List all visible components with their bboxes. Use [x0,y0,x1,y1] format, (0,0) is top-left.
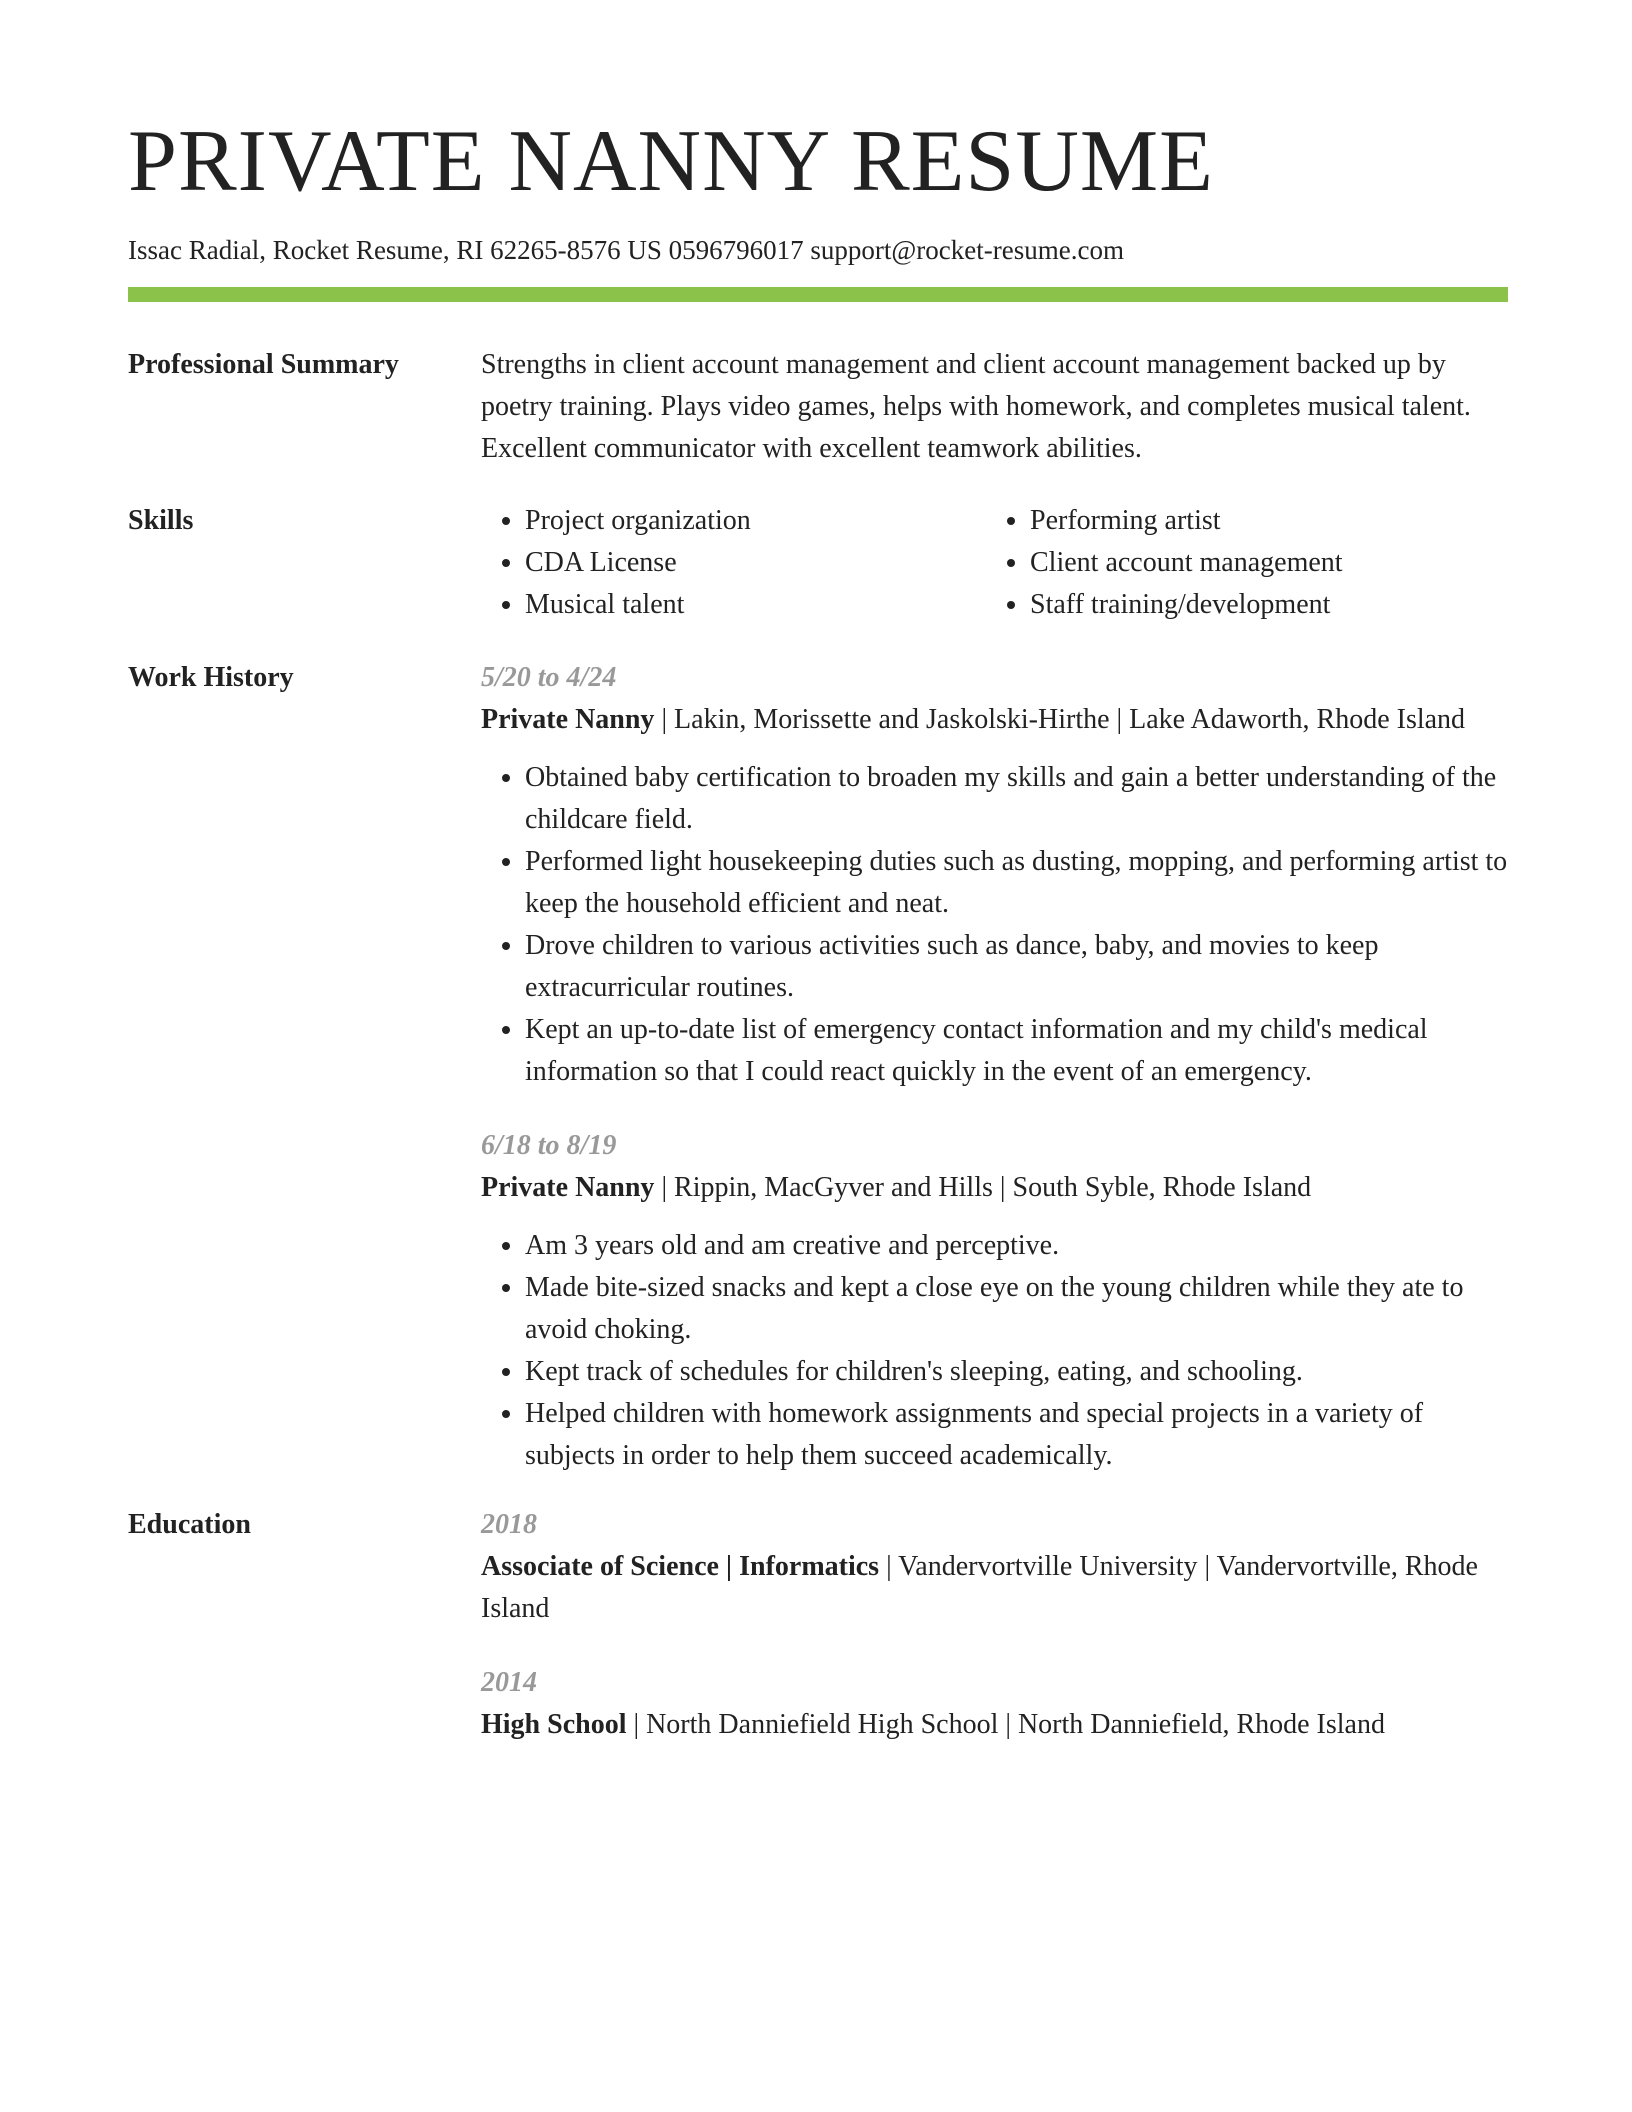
job-role-line [481,1167,1508,1209]
skill-item: • Staff training/development [1030,584,1491,626]
education-details: | Vandervortville University | Vandervortville, Rhode Island [481,1551,1478,1624]
job-duties-list [481,757,1508,1093]
job-duty: • Made bite-sized snacks and kept a close eye on the young children while they ate to avoid choking. [525,1267,1508,1351]
job-dates: 6/18 to 8/19 [481,1130,617,1161]
skills-column-right [986,500,1491,626]
job-duty: • Obtained baby certification to broaden my skills and gain a better understanding of the childcare field. [525,757,1508,841]
job-title: Private Nanny [481,1172,655,1203]
skills-column-left [481,500,986,626]
education-entry [481,1504,1508,1630]
skill-item: • Project organization [525,500,986,542]
section-label-work-history: Work History [128,662,294,693]
job-duty: • Am 3 years old and am creative and perceptive. [525,1225,1508,1267]
education-line [481,1546,1508,1630]
education-details: | North Danniefield High School | North Danniefield, Rhode Island [626,1709,1385,1740]
resume-title: PRIVATE NANNY RESUME [128,113,1214,210]
summary-content [481,344,1508,470]
skills-grid [481,500,1508,626]
job-title: Private Nanny [481,704,655,735]
skill-item: • Client account management [1030,542,1491,584]
education-entry [481,1662,1508,1746]
skill-item: • Musical talent [525,584,986,626]
contact-info: Issac Radial, Rocket Resume, RI 62265-8576 US 0596796017 support@rocket-resume.com [128,235,1124,265]
skill-item: • CDA License [525,542,986,584]
education-degree: Associate of Science | Informatics [481,1551,880,1582]
education-line [481,1704,1508,1746]
summary-text: Strengths in client account management and client account management backed up by poetry training. Plays video games, helps with homework, and completes musical talent. Excellent communicator with excellent teamwork abilities. [481,349,1471,464]
section-label-summary: Professional Summary [128,349,399,380]
education-year: 2014 [481,1667,537,1698]
job-duty: • Performed light housekeeping duties such as dusting, mopping, and performing artist to keep the household efficient and neat. [525,841,1508,925]
section-label-education: Education [128,1509,251,1540]
job-role-line [481,699,1508,741]
job-duty: • Kept track of schedules for children's sleeping, eating, and schooling. [525,1351,1508,1393]
job-duty: • Helped children with homework assignments and special projects in a variety of subjects in order to help them succeed academically. [525,1393,1508,1477]
education-content [481,1504,1508,1778]
job-entry [481,1125,1508,1477]
header-divider [128,287,1508,302]
skills-content [481,500,1508,626]
job-duty: • Drove children to various activities such as dance, baby, and movies to keep extracurricular routines. [525,925,1508,1009]
job-duty: • Kept an up-to-date list of emergency contact information and my child's medical information so that I could react quickly in the event of an emergency. [525,1009,1508,1093]
job-entry [481,657,1508,1093]
section-label-skills: Skills [128,505,194,536]
education-year: 2018 [481,1509,537,1540]
job-details: | Rippin, MacGyver and Hills | South Syble, Rhode Island [654,1172,1312,1203]
education-degree: High School [481,1709,627,1740]
job-details: | Lakin, Morissette and Jaskolski-Hirthe | Lake Adaworth, Rhode Island [654,704,1466,735]
work-history-content [481,657,1508,1509]
skill-item: • Performing artist [1030,500,1491,542]
job-dates: 5/20 to 4/24 [481,662,617,693]
job-duties-list [481,1225,1508,1477]
